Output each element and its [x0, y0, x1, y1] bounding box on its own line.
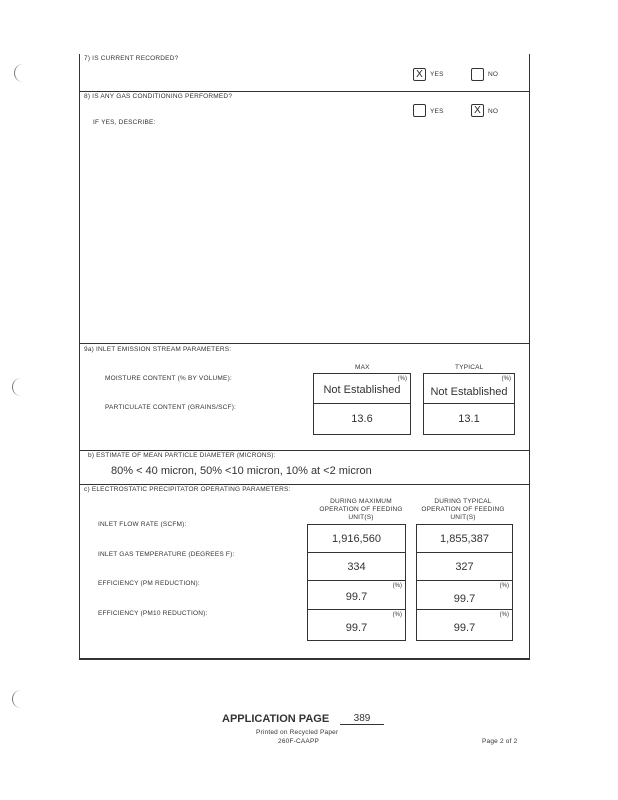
pm10-typical-unit: (%) — [499, 612, 509, 618]
section-divider — [79, 484, 529, 485]
application-page-label: APPLICATION PAGE — [222, 713, 330, 725]
q9a-max-header: MAX — [355, 364, 370, 371]
q7-label: 7) IS CURRENT RECORDED? — [84, 55, 179, 62]
q8-yes-checkbox[interactable] — [413, 104, 426, 117]
binder-hole-mark — [12, 378, 23, 396]
pm-label: EFFICIENCY (PM REDUCTION): — [98, 580, 200, 587]
q9c-label: c) ELECTROSTATIC PRECIPITATOR OPERATING PARAMETERS: — [84, 486, 291, 493]
q7-yes-checkbox[interactable]: X — [413, 68, 426, 81]
pm10-max-value: 99.7 — [345, 622, 368, 634]
page-of: Page 2 of 2 — [482, 738, 518, 745]
pm-typical-unit: (%) — [499, 583, 509, 589]
temp-typical-value: 327 — [455, 561, 474, 573]
pm-max-value: 99.7 — [345, 591, 368, 603]
pm10-typical-value: 99.7 — [453, 622, 476, 634]
temp-label: INLET GAS TEMPERATURE (DEGREES F): — [98, 551, 235, 558]
binder-hole-mark — [14, 64, 25, 82]
moisture-label: MOISTURE CONTENT (% BY VOLUME): — [105, 375, 232, 382]
particulate-typical-field[interactable] — [423, 403, 515, 435]
particulate-max-field[interactable] — [313, 403, 411, 435]
temp-max-value: 334 — [347, 561, 366, 573]
printed-note: Printed on Recycled Paper — [256, 729, 339, 736]
q8-yes-label: YES — [430, 108, 444, 115]
flow-typical-value: 1,855,387 — [440, 533, 489, 545]
q7-yes-label: YES — [430, 71, 444, 78]
q7-no-checkbox[interactable] — [471, 68, 484, 81]
q9a-label: 9a) INLET EMISSION STREAM PARAMETERS: — [84, 346, 232, 353]
pm-typical-field[interactable] — [416, 580, 513, 611]
moisture-typical-value: Not Established — [430, 386, 508, 398]
pm-typical-value: 99.7 — [453, 593, 476, 605]
q9a-typical-header: TYPICAL — [455, 364, 484, 371]
temp-max-field[interactable] — [307, 552, 406, 582]
q9c-max-header: DURING MAXIMUM OPERATION OF FEEDING UNIT(S) — [319, 498, 403, 521]
flow-typical-field[interactable] — [416, 524, 513, 554]
pm-max-field[interactable] — [307, 580, 406, 611]
form-code: 260F-CAAPP — [278, 738, 320, 745]
q7-no-label: NO — [488, 71, 499, 78]
q9b-label: b) ESTIMATE OF MEAN PARTICLE DIAMETER (MICRONS): — [88, 452, 276, 459]
pm10-max-unit: (%) — [392, 612, 402, 618]
pm-max-unit: (%) — [392, 583, 402, 589]
application-page-number: 389 — [340, 713, 384, 725]
binder-hole-mark — [12, 690, 23, 708]
flow-label: INLET FLOW RATE (SCFM): — [98, 521, 187, 528]
moisture-max-unit: (%) — [397, 376, 407, 382]
q8-no-label: NO — [488, 108, 499, 115]
section-divider — [79, 343, 529, 344]
moisture-typical-field[interactable] — [423, 373, 515, 405]
pm10-label: EFFICIENCY (PM10 REDUCTION): — [98, 610, 208, 617]
flow-max-field[interactable] — [307, 524, 406, 554]
particulate-typical-value: 13.1 — [458, 413, 480, 425]
particulate-label: PARTICULATE CONTENT (GRAINS/SCF): — [105, 404, 237, 411]
section-divider — [79, 450, 529, 451]
moisture-max-value: Not Established — [323, 384, 401, 396]
q8-label: 8) IS ANY GAS CONDITIONING PERFORMED? — [84, 93, 233, 100]
pm10-typical-field[interactable] — [416, 609, 513, 641]
pm10-max-field[interactable] — [307, 609, 406, 641]
q9c-typical-header: DURING TYPICAL OPERATION OF FEEDING UNIT(S) — [421, 498, 505, 521]
particulate-max-value: 13.6 — [351, 413, 373, 425]
moisture-max-field[interactable] — [313, 373, 411, 405]
moisture-typical-unit: (%) — [501, 376, 511, 382]
q8-no-checkbox[interactable]: X — [471, 104, 484, 117]
section-divider — [79, 91, 529, 92]
q8-describe-label: IF YES, DESCRIBE: — [93, 119, 156, 126]
flow-max-value: 1,916,560 — [332, 533, 381, 545]
q9b-value: 80% < 40 micron, 50% <10 micron, 10% at <2 micron — [111, 465, 372, 477]
temp-typical-field[interactable] — [416, 552, 513, 582]
